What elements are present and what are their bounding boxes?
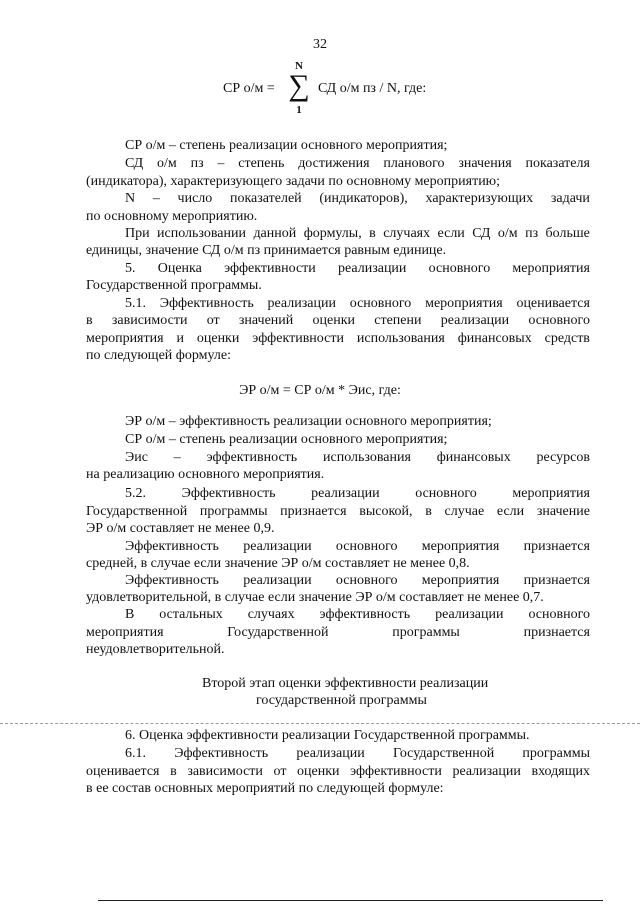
word: значения xyxy=(458,156,512,171)
word: – xyxy=(152,191,160,206)
word: в xyxy=(86,313,93,328)
text-line: средней, в случае если значение ЭР о/м составляет не менее 0,8. xyxy=(86,556,470,571)
word: мероприятия xyxy=(425,296,503,311)
word: мероприятия xyxy=(86,331,164,346)
word: в xyxy=(170,764,177,779)
word: случаях xyxy=(383,226,431,241)
word: признается xyxy=(523,539,590,554)
word: в xyxy=(425,504,432,519)
word: мероприятия xyxy=(421,573,500,588)
word: мероприятия xyxy=(512,261,590,276)
word: 5. xyxy=(125,261,136,276)
section-heading-6: 6. Оценка эффективности реализации Государственной программы. xyxy=(125,728,530,743)
word: эффективности xyxy=(252,331,344,346)
word: Эффективность xyxy=(125,573,219,588)
word: значений xyxy=(238,313,294,328)
text-line xyxy=(86,503,590,520)
text-line: неудовлетворительной. xyxy=(86,642,225,657)
word: признается xyxy=(280,504,347,519)
word: реализации xyxy=(267,296,336,311)
word: 6.1. xyxy=(125,746,146,761)
word: входящих xyxy=(531,764,590,779)
text-line xyxy=(86,763,590,780)
word: реализации xyxy=(452,764,521,779)
text-line xyxy=(125,606,590,623)
text-line: по следующей формуле: xyxy=(86,348,231,363)
word: реализации xyxy=(435,607,504,622)
text-line: на реализацию основного мероприятия. xyxy=(86,467,325,482)
text-line xyxy=(86,330,590,347)
word: оценки xyxy=(297,764,340,779)
word: данной xyxy=(253,226,297,241)
word: При xyxy=(125,226,150,241)
word: эффективности xyxy=(224,261,316,276)
word: реализации xyxy=(338,261,407,276)
word: основного xyxy=(528,607,590,622)
bottom-scan-border xyxy=(98,900,603,901)
word: формулы, xyxy=(303,226,362,241)
word: признается xyxy=(523,625,590,640)
text-line: по основному мероприятию. xyxy=(86,209,258,224)
word: Эффективность xyxy=(125,539,219,554)
word: основного xyxy=(428,261,491,276)
word: зависимости xyxy=(111,313,188,328)
text-line xyxy=(125,155,590,172)
section-title-line-1: Второй этап оценки эффективности реализации xyxy=(202,676,489,691)
word: пз xyxy=(525,226,539,241)
text-line xyxy=(86,312,590,329)
word: использовании xyxy=(157,226,246,241)
text-line xyxy=(125,745,590,762)
word: программы xyxy=(392,625,460,640)
word: показателей xyxy=(229,191,302,206)
word: – xyxy=(217,156,225,171)
word: Эффективность xyxy=(181,486,276,501)
word: задачи xyxy=(550,191,590,206)
word: Эффективность xyxy=(159,296,254,311)
word: оценивается xyxy=(516,296,590,311)
word: число xyxy=(177,191,213,206)
word: эффективность xyxy=(319,607,411,622)
word: программы xyxy=(522,746,590,761)
text-line: СР о/м – степень реализации основного мероприятия; xyxy=(125,432,448,447)
text-line xyxy=(125,538,590,555)
word: СД xyxy=(472,226,491,241)
word: – xyxy=(173,450,181,465)
word: N xyxy=(125,191,136,206)
word: степени xyxy=(374,313,422,328)
word: случае xyxy=(444,504,485,519)
page-number: 32 xyxy=(313,37,327,52)
page-fold-line xyxy=(0,723,640,724)
word: реализации xyxy=(243,539,312,554)
word: основного xyxy=(349,296,412,311)
word: реализации xyxy=(296,746,365,761)
text-line: в ее состав основных мероприятий по следующей формуле: xyxy=(86,781,444,796)
word: программы xyxy=(199,504,268,519)
sigma-symbol: ∑ xyxy=(288,69,310,102)
word: случаях xyxy=(247,607,295,622)
word: средств xyxy=(544,331,590,346)
text-line xyxy=(86,624,590,641)
word: характеризующих xyxy=(425,191,534,206)
word: достижения xyxy=(298,156,370,171)
word: если xyxy=(437,226,465,241)
word: финансовых xyxy=(457,331,532,346)
word: СД xyxy=(125,156,144,171)
text-line: СР о/м – степень реализации основного мероприятия; xyxy=(125,138,448,153)
word: значение xyxy=(536,504,590,519)
word: больше xyxy=(545,226,590,241)
text-line: удовлетворительной, в случае если значение ЭР о/м составляет не менее 0,7. xyxy=(86,590,544,605)
word: эффективности xyxy=(350,764,442,779)
word: степень xyxy=(238,156,285,171)
text-line: Государственной программы. xyxy=(86,278,262,293)
word: реализации xyxy=(311,486,380,501)
word: ресурсов xyxy=(536,450,590,465)
word: оценивается xyxy=(86,764,160,779)
word: показателя xyxy=(525,156,590,171)
text-line xyxy=(125,190,590,207)
word: использования xyxy=(356,331,445,346)
word: оценки xyxy=(312,313,356,328)
text-line: ЭР о/м – эффективность реализации основного мероприятия; xyxy=(125,414,492,429)
word: В xyxy=(125,607,135,622)
word: финансовых xyxy=(436,450,511,465)
word: основного xyxy=(335,539,398,554)
text-line xyxy=(125,485,590,502)
word: реализации xyxy=(243,573,312,588)
word: в xyxy=(369,226,376,241)
word: о/м xyxy=(157,156,177,171)
word: признается xyxy=(523,573,590,588)
word: Государственной xyxy=(86,504,188,519)
text-line xyxy=(125,449,590,466)
formula-right: СД о/м пз / N, где: xyxy=(318,81,427,96)
word: основного xyxy=(335,573,398,588)
word: оценки xyxy=(196,331,240,346)
word: эффективность xyxy=(206,450,298,465)
text-line xyxy=(125,295,590,312)
word: высокой, xyxy=(359,504,413,519)
word: основного xyxy=(415,486,477,501)
formula-er-om: ЭР о/м = СР о/м * Эис, где: xyxy=(239,383,401,398)
word: планового xyxy=(383,156,445,171)
section-heading-5 xyxy=(125,260,590,277)
word: зависимости xyxy=(187,764,263,779)
text-line xyxy=(125,225,590,242)
word: и xyxy=(176,331,184,346)
sum-lower-limit: 1 xyxy=(296,104,302,116)
word: мероприятия xyxy=(86,625,164,640)
text-line: (индикатора), характеризующего задачи по основному мероприятию; xyxy=(86,174,501,189)
text-line xyxy=(125,572,590,589)
word: остальных xyxy=(159,607,223,622)
word: 5.2. xyxy=(125,486,146,501)
word: Эис xyxy=(125,450,148,465)
word: пз xyxy=(190,156,204,171)
word: основного xyxy=(528,313,590,328)
word: Оценка xyxy=(157,261,202,276)
word: Эффективность xyxy=(174,746,269,761)
text-line: единицы, значение СД о/м пз принимается равным единице. xyxy=(86,243,447,258)
word: Государственной xyxy=(227,625,329,640)
formula-left: СР о/м = xyxy=(223,81,275,96)
word: о/м xyxy=(497,226,518,241)
word: использования xyxy=(323,450,411,465)
word: от xyxy=(273,764,287,779)
word: мероприятия xyxy=(512,486,590,501)
word: мероприятия xyxy=(421,539,500,554)
word: 5.1. xyxy=(125,296,146,311)
sum-operator xyxy=(286,58,312,114)
word: Государственной xyxy=(392,746,495,761)
section-title-line-2: государственной программы xyxy=(256,693,427,708)
word: если xyxy=(496,504,525,519)
sum-upper-limit: N xyxy=(295,60,303,72)
word: (индикаторов), xyxy=(319,191,408,206)
word: реализации xyxy=(440,313,510,328)
text-line: ЭР о/м составляет не менее 0,9. xyxy=(86,521,275,536)
word: от xyxy=(206,313,220,328)
